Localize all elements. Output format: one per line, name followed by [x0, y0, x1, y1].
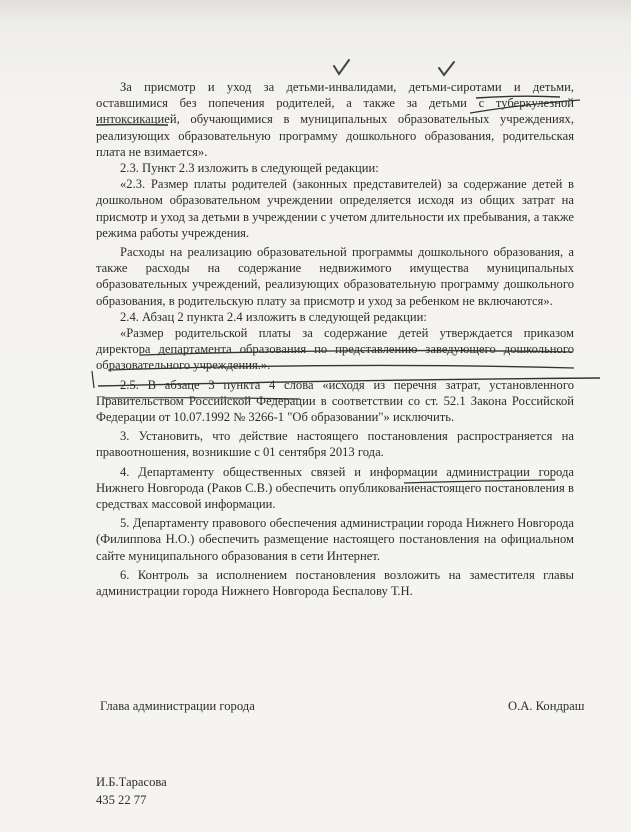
paragraph-9: 4. Департаменту общественных связей и информации администрации города Нижнего Новгорода (Раков С.В.) обеспечить опубликованиенастоящего постановления в средствах массовой информации. — [96, 464, 574, 512]
paragraph-7: 2.5. В абзаце 3 пункта 4 слова «исходя из перечня затрат, установленного Правительством Российской Федерации в соответствии со ст. 52.1 Закона Российской Федерации от 10.07.1992 № 3266-1 "Об образовании"» исключить. — [96, 377, 574, 425]
document-body — [96, 79, 574, 599]
paragraph-8: 3. Установить, что действие настоящего постановления распространяется на правоотношения, возникшие с 01 сентября 2013 года. — [96, 429, 574, 460]
paragraph-1: За присмотр и уход за детьми-инвалидами, детьми-сиротами и детьми, оставшимися без попечения родителей, а также за детьми с туберкулезной интоксикацией, обучающимися в муниципальных образовательных учреждениях, реализующих образовательную программу дошкольного образования, родительская плата не взимается». — [96, 80, 574, 159]
checkmark-icon — [334, 60, 349, 74]
paragraph-6: «Размер родительской платы за содержание детей утверждается приказом директора департамента образования по представлению заведующего дошкольного образовательного учреждения.». — [96, 326, 574, 373]
checkmark-icon — [439, 62, 454, 75]
underline-stroke — [92, 371, 94, 388]
executor-name: И.Б.Тарасова — [96, 775, 167, 789]
scan-shadow — [0, 0, 631, 22]
signatory-name: О.А. Кондраш — [508, 699, 585, 713]
paragraph-11: 6. Контроль за исполнением постановления возложить на заместителя главы администрации города Нижнего Новгорода Беспалову Т.Н. — [96, 567, 574, 599]
paragraph-3: «2.3. Размер платы родителей (законных представителей) за содержание детей в дошкольном образовательном учреждении определяется исходя из общих затрат на присмотр и уход за детьми в учреждении с учетом длительности их пребывания, а также режима работы учреждения. — [96, 177, 574, 240]
executor-phone: 435 22 77 — [96, 793, 147, 807]
paragraph-4: Расходы на реализацию образовательной программы дошкольного образования, а также расходы на содержание недвижимого имущества муниципальных образовательных учреждений, реализующих образовательную программу дошкольного образования, в родительскую плату за присмотр и уход за ребенком не включаются». — [96, 245, 574, 308]
executor-block — [96, 773, 167, 809]
paragraph-2: 2.3. Пункт 2.3 изложить в следующей редакции: — [120, 161, 379, 176]
signatory-title: Глава администрации города — [100, 699, 255, 713]
paragraph-5: 2.4. Абзац 2 пункта 2.4 изложить в следующей редакции: — [120, 309, 427, 324]
paragraph-10: 5. Департаменту правового обеспечения администрации города Нижнего Новгорода (Филиппова Н.О.) обеспечить размещение настоящего постановления на официальном сайте муниципального образования в сети Интернет. — [96, 516, 574, 563]
